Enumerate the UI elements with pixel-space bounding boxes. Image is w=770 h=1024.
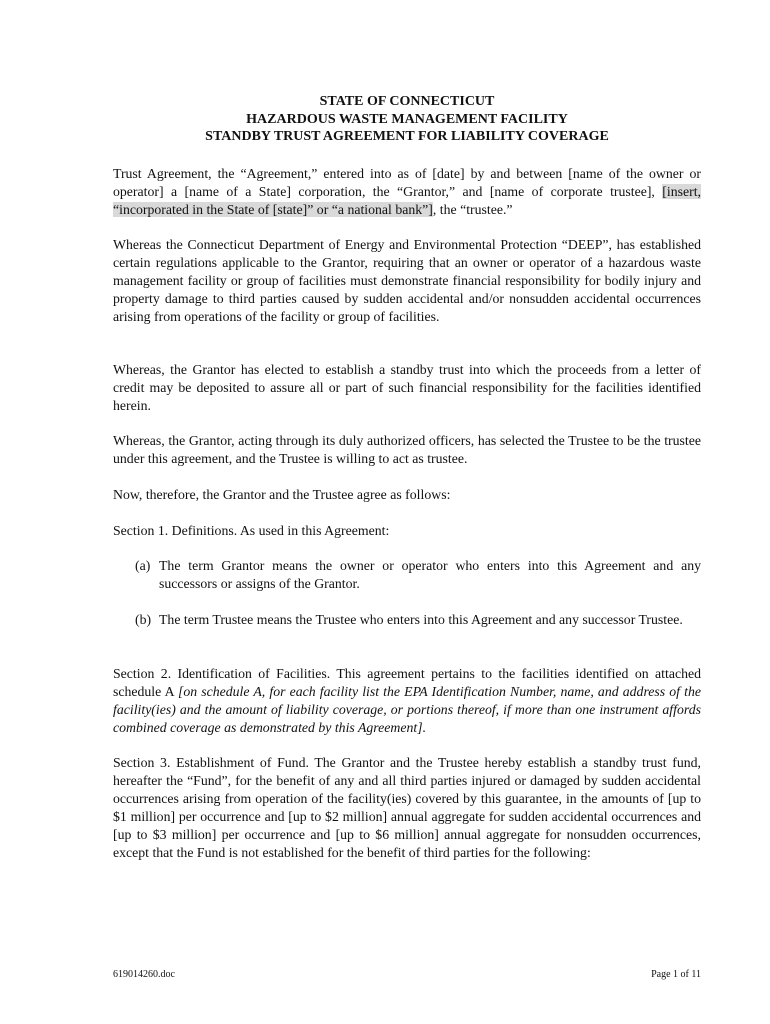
- section-2-text: Section 2. Identification of Facilities. This agreement pertains to the facilities identified on attached schedule A: [113, 666, 701, 699]
- whereas-paragraph-1: Whereas the Connecticut Department of Energy and Environmental Protection “DEEP”, has established certain regulations applicable to the Grantor, requiring that an owner or operator of a hazardous waste management facility or group of facilities must demonstrate financial responsibility for bodily injury and property damage to third parties caused by sudden accidental and/or nonsudden accidental occurrences arising from operations of the facility or group of facilities.: [113, 237, 701, 324]
- footer-filename: 619014260.doc: [113, 969, 175, 980]
- item-text: The term Grantor means the owner or operator who enters into this Agreement and any successors or assigns of the Grantor.: [159, 558, 701, 591]
- intro-highlighted-field[interactable]: [insert, “incorporated in the State of [state]” or “a national bank”]: [113, 184, 701, 217]
- item-label: (a): [135, 558, 151, 573]
- section-2-italic-instructions: [on schedule A, for each facility list the EPA Identification Number, name, and address of the facility(ies) and the amount of liability coverage, or portions thereof, if more than one instrument affords combined coverage as demonstrated by this Agreement].: [113, 684, 701, 735]
- whereas-paragraph-2: Whereas, the Grantor has elected to establish a standby trust into which the proceeds from a letter of credit may be deposited to assure all or part of such financial responsibility for the facilities identified herein.: [113, 362, 701, 413]
- section-2-paragraph: [113, 665, 701, 737]
- definition-item-a: [135, 557, 701, 593]
- section-3-paragraph: Section 3. Establishment of Fund. The Grantor and the Trustee hereby establish a standby trust fund, hereafter the “Fund”, for the benefit of any and all third parties injured or damaged by sudden accidental occurrences arising from operation of the facility(ies) covered by this guarantee, in the amounts of [up to $1 million] per occurrence and [up to $2 million] annual aggregate for sudden accidental occurrences and [up to $3 million] per occurrence and [up to $6 million] annual aggregate for nonsudden occurrences, except that the Fund is not established for the benefit of third parties for the following:: [113, 755, 701, 860]
- definition-item-b: [135, 611, 701, 647]
- title-line-1: STATE OF CONNECTICUT: [319, 94, 495, 109]
- intro-paragraph: [113, 165, 701, 219]
- document-title: [113, 93, 701, 146]
- intro-text-part2: , the “trustee.”: [432, 202, 513, 217]
- item-text: The term Trustee means the Trustee who enters into this Agreement and any successor Trustee.: [159, 612, 683, 627]
- item-label: (b): [135, 612, 152, 627]
- footer-page-number: Page 1 of 11: [651, 969, 701, 980]
- section-1-heading: Section 1. Definitions. As used in this Agreement:: [113, 523, 390, 538]
- whereas-paragraph-3: Whereas, the Grantor, acting through its duly authorized officers, has selected the Trustee to be the trustee under this agreement, and the Trustee is willing to act as trustee.: [113, 433, 701, 466]
- title-line-2: HAZARDOUS WASTE MANAGEMENT FACILITY: [246, 111, 568, 127]
- intro-text-part1: Trust Agreement, the “Agreement,” entered into as of [date] by and between [name of the owner or operator] a [name of a State] corporation, the “Grantor,” and [name of corporate trustee],: [113, 166, 701, 199]
- now-therefore-paragraph: Now, therefore, the Grantor and the Trustee agree as follows:: [113, 487, 451, 502]
- title-line-3: STANDBY TRUST AGREEMENT FOR LIABILITY COVERAGE: [205, 129, 609, 144]
